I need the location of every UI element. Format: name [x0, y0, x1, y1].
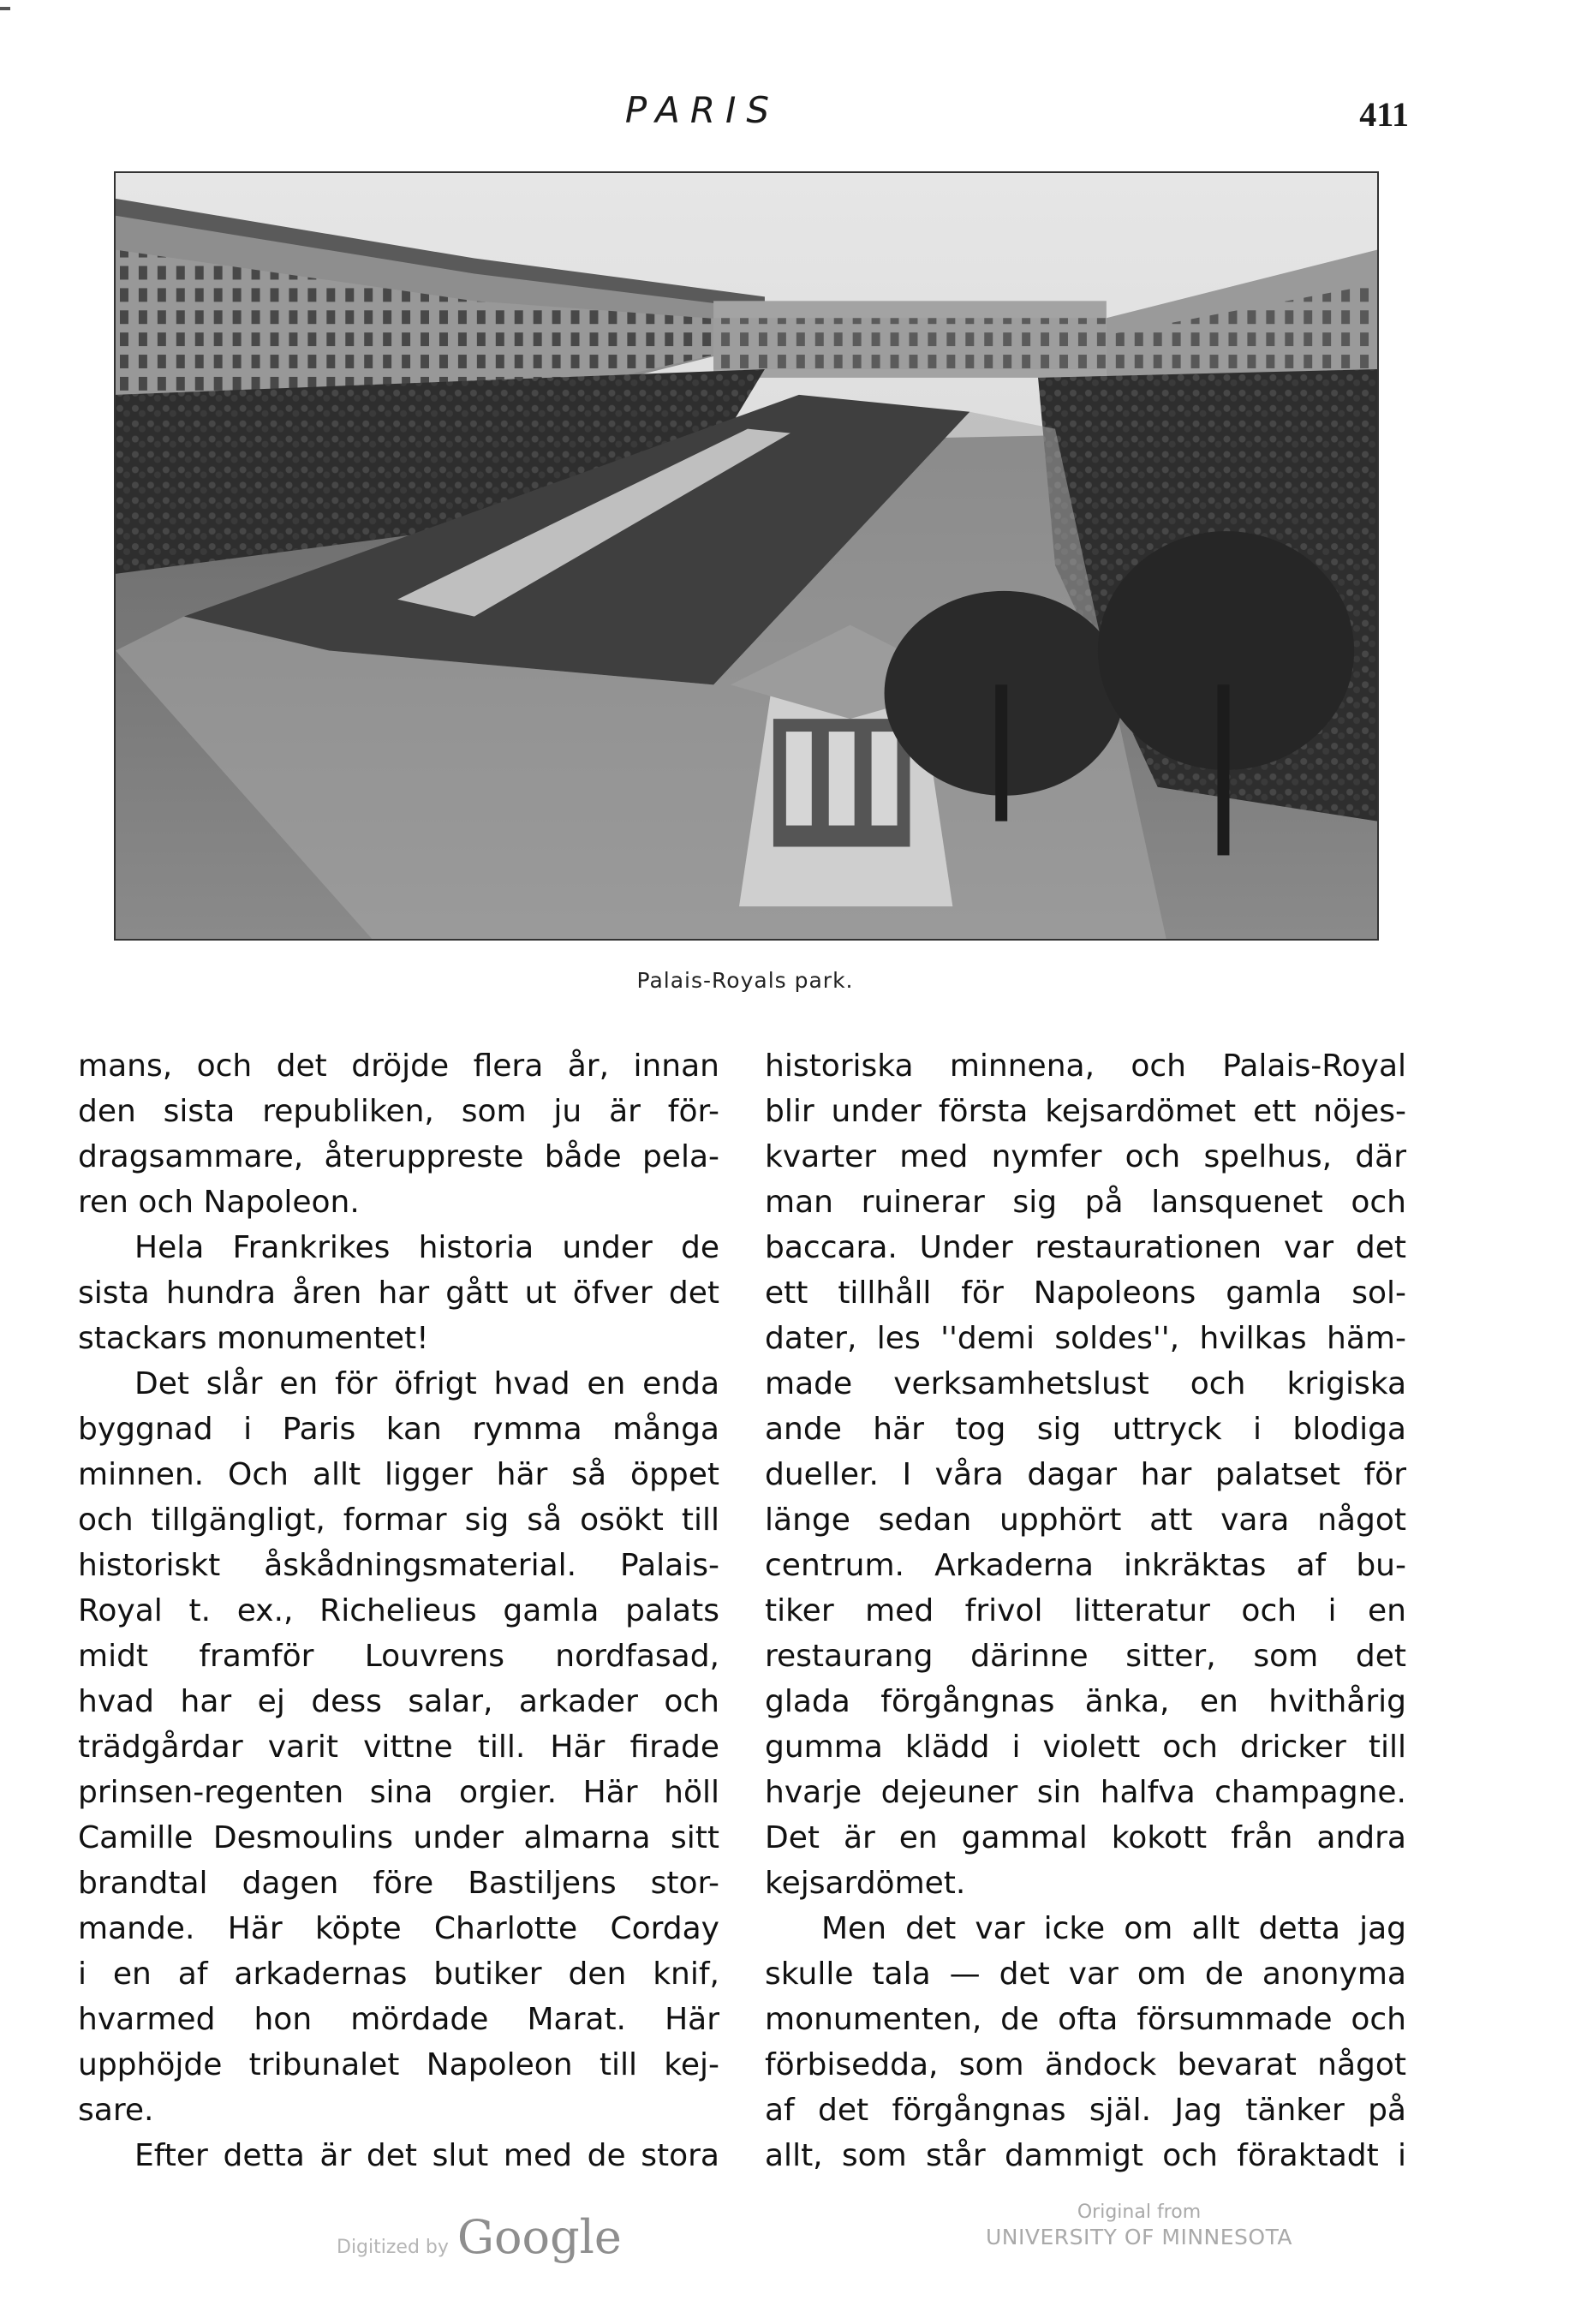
scan-corner-mark: [0, 7, 10, 10]
text-line: stackars monumentet!: [78, 1321, 429, 1356]
text-line: restaurang därinne sitter, som det: [765, 1639, 1406, 1674]
text-line: ren och Napoleon.: [78, 1185, 360, 1220]
text-line: baccara. Under restaurationen var det: [765, 1230, 1406, 1265]
text-line: dragsammare, återuppreste både pela-: [78, 1139, 719, 1174]
text-line: Camille Desmoulins under almarna sitt: [78, 1820, 719, 1855]
text-line: Men det var icke om allt detta jag: [821, 1911, 1406, 1946]
text-line: man ruinerar sig på lansquenet och: [765, 1185, 1406, 1220]
text-line: Det slår en för öfrigt hvad en enda: [134, 1366, 719, 1401]
text-line: skulle tala — det var om de anonyma: [765, 1957, 1406, 1992]
text-line: Efter detta är det slut med de stora: [134, 2138, 719, 2173]
text-line: ett tillhåll för Napoleons gamla sol-: [765, 1276, 1406, 1311]
text-line: upphöjde tribunalet Napoleon till kej-: [78, 2047, 719, 2082]
left-text-column: [78, 1043, 719, 2178]
digitized-by-label: Digitized by: [337, 2237, 449, 2258]
text-line: historiska minnena, och Palais-Royal: [765, 1048, 1406, 1084]
text-line: historiskt åskådningsmaterial. Palais-: [78, 1548, 719, 1583]
text-line: minnen. Och allt ligger här så öppet: [78, 1457, 719, 1492]
text-line: trädgårdar varit vittne till. Här firade: [78, 1730, 719, 1765]
text-line: centrum. Arkaderna inkräktas af bu-: [765, 1548, 1406, 1583]
text-line: mans, och det dröjde flera år, innan: [78, 1048, 719, 1084]
text-line: i en af arkadernas butiker den knif,: [78, 1957, 719, 1992]
text-line: hvarje dejeuner sin halfva champagne.: [765, 1775, 1406, 1810]
text-line: hvad har ej dess salar, arkader och: [78, 1684, 719, 1719]
digitized-by-watermark: [337, 2210, 622, 2264]
text-line: och tillgängligt, formar sig så osökt till: [78, 1503, 719, 1538]
text-line: monumenten, de ofta försummade och: [765, 2002, 1406, 2037]
text-line: förbisedda, som ändock bevarat något: [765, 2047, 1406, 2082]
original-from-watermark: [942, 2202, 1336, 2249]
text-line: glada förgångnas änka, en hvithårig: [765, 1684, 1406, 1719]
text-line: Royal t. ex., Richelieus gamla palats: [78, 1593, 719, 1628]
text-line: allt, som står dammigt och föraktadt i: [765, 2138, 1406, 2173]
text-line: dater, les ''demi soldes'', hvilkas häm-: [765, 1321, 1406, 1356]
text-line: Det är en gammal kokott från andra: [765, 1820, 1406, 1855]
text-line: kejsardömet.: [765, 1866, 966, 1901]
text-line: ande här tog sig uttryck i blodiga: [765, 1412, 1406, 1447]
palais-royal-photograph: [114, 171, 1379, 941]
text-line: länge sedan upphört att vara något: [765, 1503, 1406, 1538]
text-line: Hela Frankrikes historia under de: [134, 1230, 719, 1265]
text-line: den sista republiken, som ju är för-: [78, 1094, 719, 1129]
text-line: hvarmed hon mördade Marat. Här: [78, 2002, 719, 2037]
text-line: prinsen-regenten sina orgier. Här höll: [78, 1775, 719, 1810]
text-line: blir under första kejsardömet ett nöjes-: [765, 1094, 1406, 1129]
page-number: 411: [1359, 95, 1409, 134]
text-line: midt framför Louvrens nordfasad,: [78, 1639, 719, 1674]
text-line: af det förgångnas själ. Jag tänker på: [765, 2093, 1406, 2128]
text-line: byggnad i Paris kan rymma många: [78, 1412, 719, 1447]
text-line: mande. Här köpte Charlotte Corday: [78, 1911, 719, 1946]
text-line: kvarter med nymfer och spelhus, där: [765, 1139, 1406, 1174]
text-line: brandtal dagen före Bastiljens stor-: [78, 1866, 719, 1901]
figure-caption: Palais-Royals park.: [636, 968, 854, 993]
institution-name: UNIVERSITY OF MINNESOTA: [986, 2225, 1292, 2249]
text-line: sista hundra åren har gått ut öfver det: [78, 1276, 719, 1311]
running-title: PARIS: [624, 89, 780, 131]
original-from-label: Original from: [1077, 2202, 1202, 2223]
text-line: dueller. I våra dagar har palatset för: [765, 1457, 1406, 1492]
google-logo: Google: [456, 2210, 622, 2264]
right-text-column: [765, 1043, 1406, 2178]
text-line: gumma klädd i violett och dricker till: [765, 1730, 1406, 1765]
text-line: made verksamhetslust och krigiska: [765, 1366, 1406, 1401]
text-line: sare.: [78, 2093, 154, 2128]
text-line: tiker med frivol litteratur och i en: [765, 1593, 1406, 1628]
